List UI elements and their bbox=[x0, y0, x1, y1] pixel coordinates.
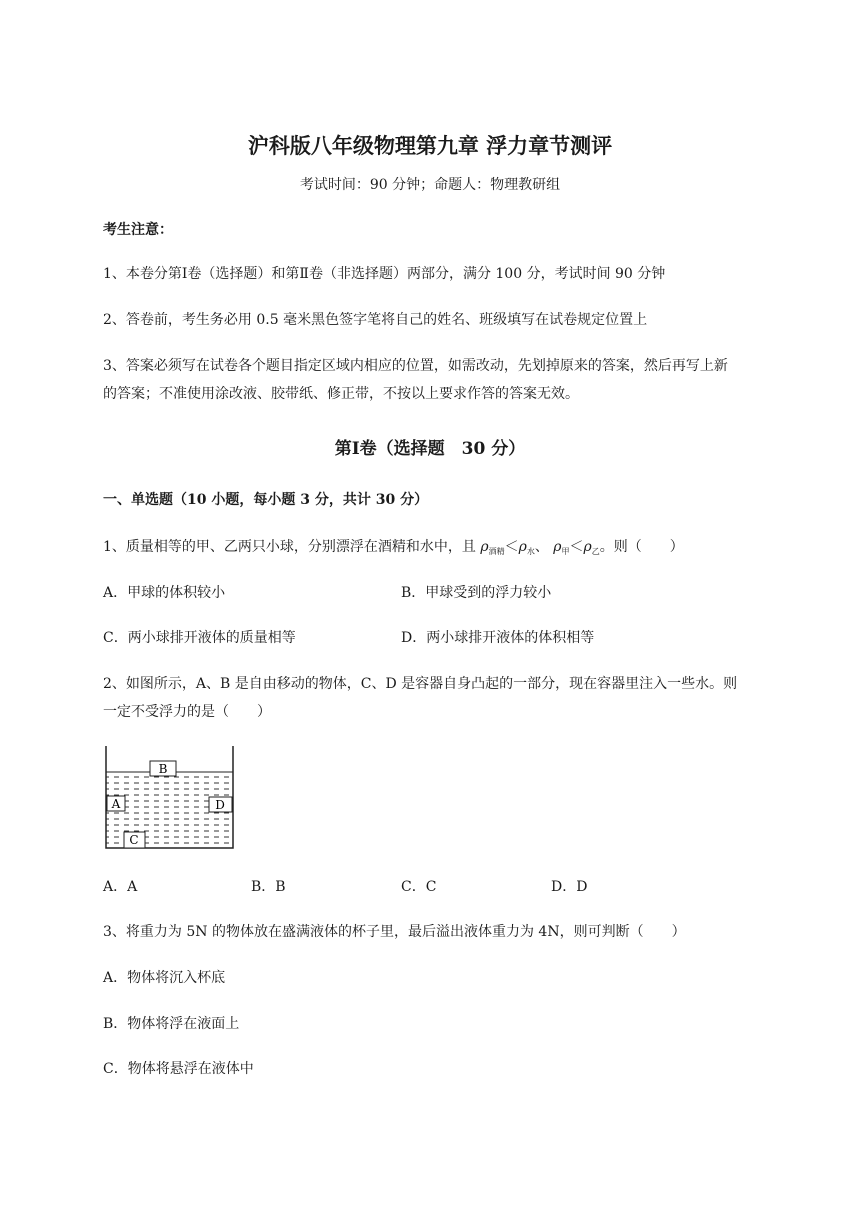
q1-option-b: B．甲球受到的浮力较小 bbox=[401, 585, 552, 601]
question-1-stem bbox=[103, 536, 684, 557]
rho-subscript: 酒精 bbox=[488, 547, 505, 556]
notice-item-2: 2、答卷前，考生务必用 0.5 毫米黑色签字笔将自己的姓名、班级填写在试卷规定位置上 bbox=[103, 312, 648, 328]
less-than: ＜ bbox=[504, 539, 519, 555]
less-than: ＜ bbox=[569, 539, 584, 555]
q1-option-d: D．两小球排开液体的体积相等 bbox=[401, 630, 595, 646]
rho-subscript: 甲 bbox=[561, 547, 570, 556]
rho-symbol: ρ bbox=[518, 539, 527, 555]
label-b: B bbox=[158, 762, 168, 776]
q3-option-c: C．物体将悬浮在液体中 bbox=[103, 1061, 254, 1077]
q1-option-a: A．甲球的体积较小 bbox=[103, 585, 226, 601]
question-3-stem: 3、将重力为 5N 的物体放在盛满液体的杯子里，最后溢出液体重力为 4N，则可判断（ ） bbox=[103, 924, 686, 940]
notice-item-3-cont: 的答案；不准使用涂改液、胶带纸、修正带，不按以上要求作答的答案无效。 bbox=[103, 386, 579, 402]
rho-subscript: 水 bbox=[526, 547, 535, 556]
label-c: C bbox=[129, 833, 139, 847]
rho-symbol: ρ bbox=[583, 539, 592, 555]
q3-option-a: A．物体将沉入杯底 bbox=[103, 970, 226, 986]
q2-option-b: B．B bbox=[251, 879, 286, 895]
container-diagram bbox=[103, 744, 237, 852]
q3-option-b: B．物体将浮在液面上 bbox=[103, 1016, 240, 1032]
question-2-stem-cont: 一定不受浮力的是（ ） bbox=[103, 704, 271, 720]
rho-subscript: 乙 bbox=[591, 547, 600, 556]
part-heading: 一、单选题（10 小题，每小题 3 分，共计 30 分） bbox=[103, 492, 429, 508]
q2-option-d: D．D bbox=[551, 879, 588, 895]
rho-symbol: ρ bbox=[480, 539, 489, 555]
q2-option-c: C．C bbox=[401, 879, 437, 895]
q1-stem-prefix: 1、质量相等的甲、乙两只小球，分别漂浮在酒精和水中，且 bbox=[103, 539, 476, 555]
section-title: 第Ⅰ卷（选择题 30 分） bbox=[334, 439, 526, 459]
notice-item-1: 1、本卷分第Ⅰ卷（选择题）和第Ⅱ卷（非选择题）两部分，满分 100 分，考试时间 90 分钟 bbox=[103, 266, 666, 282]
q1-stem-suffix: 。则（ ） bbox=[599, 539, 684, 555]
label-d: D bbox=[215, 798, 225, 812]
q2-option-a: A．A bbox=[103, 879, 138, 895]
exam-subtitle: 考试时间：90 分钟；命题人：物理教研组 bbox=[299, 177, 561, 193]
page-title: 沪科版八年级物理第九章 浮力章节测评 bbox=[247, 133, 613, 158]
notice-heading: 考生注意： bbox=[103, 222, 173, 238]
question-2-stem: 2、如图所示，A、B 是自由移动的物体，C、D 是容器自身凸起的一部分，现在容器里注入一些水。则 bbox=[103, 676, 738, 692]
separator: 、 bbox=[534, 539, 549, 555]
rho-symbol: ρ bbox=[553, 539, 562, 555]
q1-option-c: C．两小球排开液体的质量相等 bbox=[103, 630, 296, 646]
notice-item-3: 3、答案必须写在试卷各个题目指定区域内相应的位置，如需改动，先划掉原来的答案，然后再写上新 bbox=[103, 358, 728, 374]
label-a: A bbox=[111, 797, 121, 811]
